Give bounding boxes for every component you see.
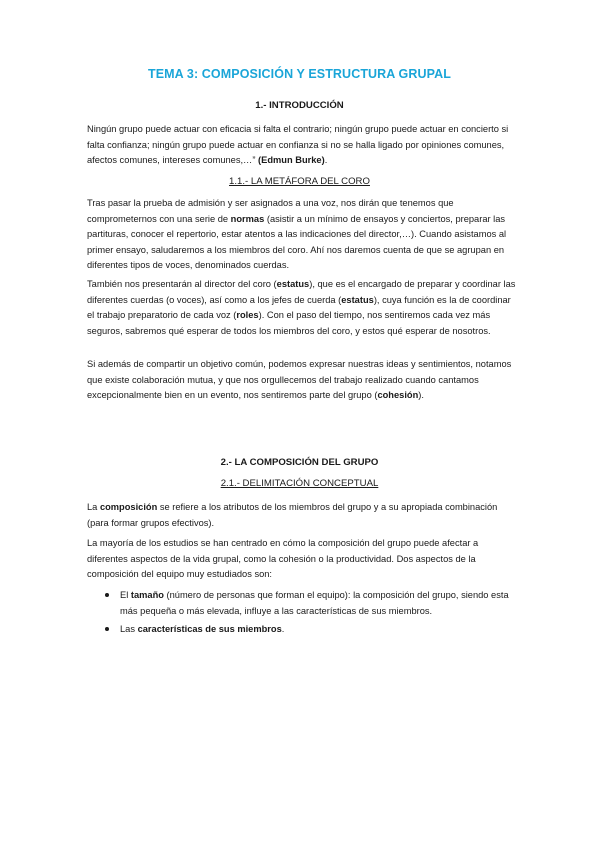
list-item	[87, 622, 517, 638]
paragraph-composicion-definicion	[87, 500, 517, 531]
paragraph-text: La	[87, 502, 100, 512]
keyword-normas: normas	[230, 213, 265, 224]
document-title: TEMA 3: COMPOSICIÓN Y ESTRUCTURA GRUPAL	[148, 67, 451, 81]
paragraph-text: La mayoría de los estudios se han centrado en cómo la composición del grupo puede afectar a diferentes aspectos de la vida grupal, como la cohesión o la productividad. Dos aspectos de la composición del equipo muy estudiados son:	[87, 538, 479, 579]
intro-quote-end: .	[324, 155, 328, 165]
list-item-text: Las	[120, 624, 138, 634]
keyword-roles: roles	[236, 310, 259, 320]
paragraph-text: (asistir a un mínimo de ensayos y conciertos, preparar las partituras, conocer el repertorio, estar atentos a las indicaciones del director,…). Cuando asistamos al primer ensayo, saludaremos a los miembros del coro. Ahí nos daremos cuenta de que se agrupan en diferentes tipos de voces, denominados cuerdas.	[87, 213, 507, 270]
section-heading-introduccion: 1.- INTRODUCCIÓN	[255, 100, 344, 111]
list-item-text: (número de personas que forman el equipo): la composición del grupo, siendo esta más pequeña o más elevada, influye a las características de sus miembros.	[120, 590, 509, 616]
bullet-list	[87, 588, 517, 638]
paragraph-text: También nos presentarán al director del coro (	[87, 279, 277, 289]
paragraph-text: ), que es el encargado de preparar y coordinar las diferentes cuerdas (o voces), así como a los jefes de cuerda (	[87, 279, 516, 305]
list-item-text: El	[120, 590, 131, 600]
list-item	[87, 588, 517, 619]
subsection-heading-metafora: 1.1.- LA METÁFORA DEL CORO	[229, 176, 370, 187]
paragraph-text: se refiere a los atributos de los miembros del grupo y a su apropiada combinación (para formar grupos efectivos).	[87, 502, 498, 528]
section-heading-composicion: 2.- LA COMPOSICIÓN DEL GRUPO	[220, 457, 379, 468]
keyword-composicion: composición	[99, 502, 158, 512]
paragraph-estudios	[87, 536, 517, 583]
paragraph-text: Si además de compartir un objetivo común, podemos expresar nuestras ideas y sentimientos, notamos que existe colaboración mutua, y que nos orgullecemos del trabajo realizado cuando cantamos excepcionalmente bien en un evento, nos sentiremos parte del grupo (	[87, 359, 512, 400]
keyword-estatus: estatus	[276, 279, 310, 289]
intro-quote-author: (Edmun Burke)	[258, 155, 325, 165]
paragraph-cohesion	[87, 357, 517, 404]
bullet-icon	[105, 627, 109, 631]
keyword-cohesion: cohesión	[377, 390, 419, 400]
keyword-tamano: tamaño	[130, 590, 164, 600]
paragraph-text: ), cuya función es la de coordinar el trabajo preparatorio de cada voz (	[87, 294, 511, 320]
list-item-text: .	[281, 624, 285, 634]
paragraph-text: Tras pasar la prueba de admisión y ser asignados a una voz, nos dirán que tenemos que comprometernos con una serie de	[87, 198, 454, 224]
paragraph-estatus	[87, 277, 517, 339]
subsection-heading-delimitacion: 2.1.- DELIMITACIÓN CONCEPTUAL	[220, 478, 379, 489]
intro-quote-text: Ningún grupo puede actuar con eficacia si falta el contrario; ningún grupo puede actuar en concierto si falta confianza; ningún grupo puede actuar en confianza si no se halla ligado por opiniones comunes, afectos comunes, intereses comunes,…”	[87, 124, 509, 165]
intro-quote-paragraph	[87, 122, 517, 169]
bullet-icon	[105, 593, 109, 597]
keyword-caracteristicas: características de sus miembros	[137, 624, 282, 634]
paragraph-text: ).	[418, 390, 424, 400]
keyword-estatus: estatus	[341, 294, 374, 305]
paragraph-text: ). Con el paso del tiempo, nos sentiremos cada vez más seguros, sabremos qué esperar de todos los miembros del coro, y estos qué esperar de nosotros.	[87, 310, 491, 336]
paragraph-normas	[87, 196, 517, 274]
